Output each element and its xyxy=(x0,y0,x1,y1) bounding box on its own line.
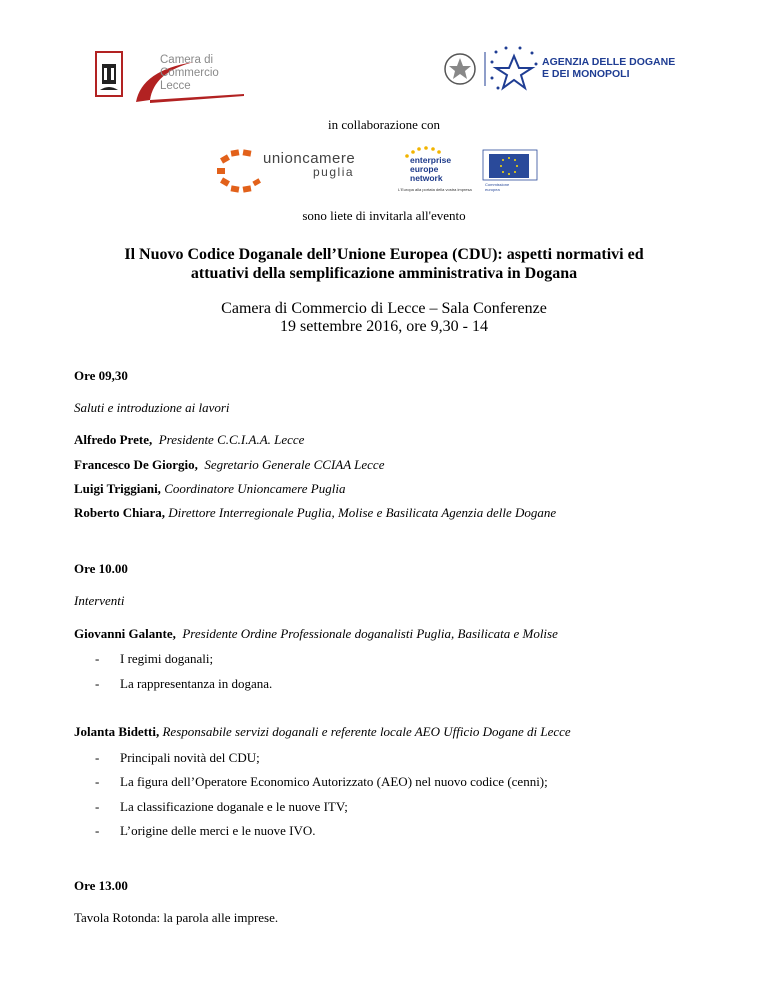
list-item: La classificazione doganale e le nuove ITV; xyxy=(120,799,348,814)
list-item: I regimi doganali; xyxy=(120,651,214,666)
agenzia-dogane-logo xyxy=(440,44,690,94)
speaker-role: Coordinatore Unioncamere Puglia xyxy=(164,481,346,496)
camera-commercio-city: Lecce xyxy=(160,80,191,92)
speaker-role: Segretario Generale CCIAA Lecce xyxy=(204,457,385,472)
een-line1: enterprise xyxy=(410,155,452,165)
speaker-row xyxy=(74,481,345,497)
unioncamere-region: puglia xyxy=(313,165,355,179)
session-3-time: Ore 13.00 xyxy=(74,878,128,893)
bullet-dash: - xyxy=(95,651,100,666)
bullet-dash: - xyxy=(95,799,100,814)
unioncamere-name: unioncamere xyxy=(263,150,356,167)
list-item: Principali novità del CDU; xyxy=(120,750,260,765)
event-title xyxy=(0,245,768,283)
list-item: La rappresentanza in dogana. xyxy=(120,676,273,691)
agenzia-name-line1: AGENZIA DELLE DOGANE xyxy=(542,56,676,68)
speaker-role: Presidente Ordine Professionale doganalisti Puglia, Basilicata e Molise xyxy=(182,626,558,641)
speaker-row xyxy=(74,457,384,473)
speaker-name: Jolanta Bidetti, xyxy=(74,724,160,739)
speaker-role: Presidente C.C.I.A.A. Lecce xyxy=(158,432,305,447)
speaker-row xyxy=(74,626,558,642)
partner-logos xyxy=(215,146,545,196)
camera-commercio-name: Camera di Commercio xyxy=(160,54,219,79)
bullet-dash: - xyxy=(95,774,100,789)
speaker-name: Francesco De Giorgio, xyxy=(74,457,198,472)
speaker-role: Direttore Interregionale Puglia, Molise e Basilicata Agenzia delle Dogane xyxy=(168,505,557,520)
invite-text: sono liete di invitarla all'evento xyxy=(302,208,466,223)
session-3-text: Tavola Rotonda: la parola alle imprese. xyxy=(74,910,279,925)
bullet-dash: - xyxy=(95,676,100,691)
session-2-time: Ore 10.00 xyxy=(74,561,128,576)
event-title-line1: Il Nuovo Codice Doganale dell’Unione Europea (CDU): aspetti normativi ed xyxy=(124,246,644,263)
speaker-name: Luigi Triggiani, xyxy=(74,481,161,496)
speaker-row xyxy=(74,724,571,740)
ec-line1: Commissione xyxy=(485,182,510,187)
list-item: La figura dell’Operatore Economico Autorizzato (AEO) nel nuovo codice (cenni); xyxy=(120,774,548,789)
collab-text: in collaborazione con xyxy=(328,117,440,132)
ec-line2: europea xyxy=(485,187,500,192)
agenzia-emblem-icon xyxy=(440,44,540,94)
speaker-row xyxy=(74,505,556,521)
camera-commercio-logo xyxy=(94,50,264,106)
venue-line1: Camera di Commercio di Lecce – Sala Conferenze xyxy=(221,300,547,317)
session-2-subtitle: Interventi xyxy=(74,593,125,608)
unioncamere-ring-icon xyxy=(217,149,261,192)
venue-line2: 19 settembre 2016, ore 9,30 - 14 xyxy=(280,318,488,335)
ec-building-icon xyxy=(483,150,537,180)
session-1-time: Ore 09,30 xyxy=(74,368,128,383)
list-item: L’origine delle merci e le nuove IVO. xyxy=(120,823,316,838)
een-line2: europe xyxy=(410,164,439,174)
bullet-dash: - xyxy=(95,750,100,765)
event-title-line2: attuativi della semplificazione amministrativa in Dogana xyxy=(190,265,578,282)
speaker-row xyxy=(74,432,304,448)
speaker-name: Giovanni Galante, xyxy=(74,626,176,641)
een-line3: network xyxy=(410,173,443,183)
speaker-name: Alfredo Prete, xyxy=(74,432,153,447)
speaker-name: Roberto Chiara, xyxy=(74,505,165,520)
bullet-dash: - xyxy=(95,823,100,838)
event-venue xyxy=(0,300,768,336)
speaker-role: Responsabile servizi doganali e referente locale AEO Ufficio Dogane di Lecce xyxy=(162,724,571,739)
session-1-subtitle: Saluti e introduzione ai lavori xyxy=(74,400,230,415)
een-tagline: L'Europa alla portata della vostra impresa xyxy=(398,187,472,192)
agenzia-name-line2: E DEI MONOPOLI xyxy=(542,68,630,80)
